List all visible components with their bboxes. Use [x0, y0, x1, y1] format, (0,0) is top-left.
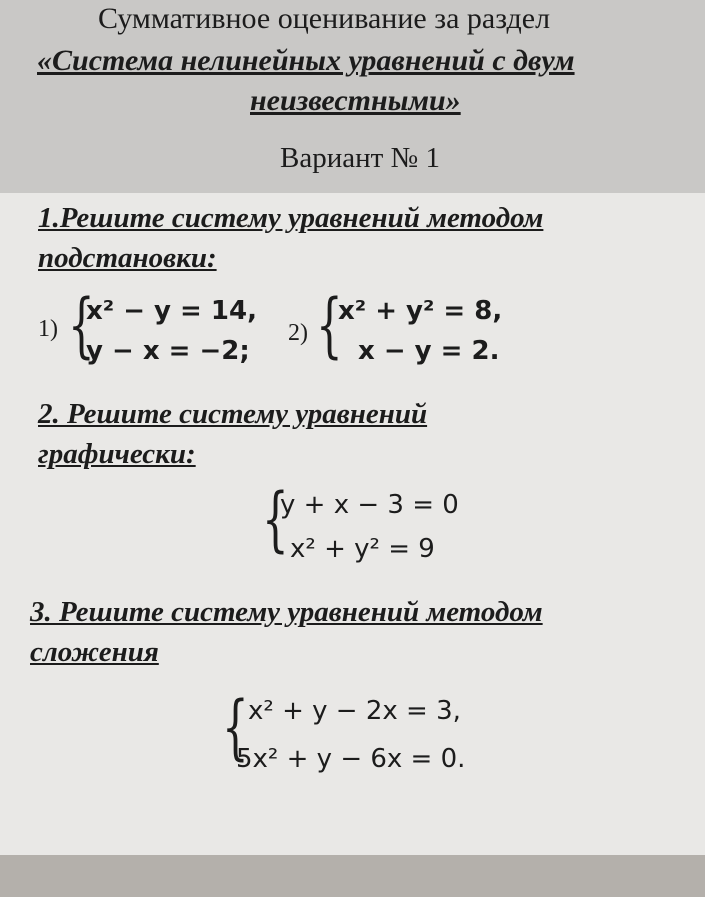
- system3-brace: {: [262, 478, 289, 560]
- system1-equation-2: y − x = −2;: [86, 336, 250, 366]
- task3-title-line1: 3. Решите систему уравнений методом: [30, 596, 543, 628]
- table-surface: [0, 855, 705, 897]
- task1-title-line2: подстановки:: [38, 242, 217, 274]
- system1-equation-1: x² − y = 14,: [86, 296, 257, 326]
- addition-equation-2: 5x² + y − 6x = 0.: [236, 744, 466, 774]
- system4-brace: {: [222, 686, 249, 768]
- header-line-1: Суммативное оценивание за раздел: [98, 2, 551, 35]
- graphic-equation-1: y + x − 3 = 0: [280, 490, 459, 520]
- system1-number: 1): [38, 316, 58, 342]
- addition-equation-1: x² + y − 2x = 3,: [248, 696, 461, 726]
- system2-equation-2: x − y = 2.: [358, 336, 500, 366]
- system1-brace: {: [68, 284, 95, 366]
- variant-label: Вариант № 1: [280, 142, 440, 174]
- header-line-2: «Система нелинейных уравнений с двум: [37, 44, 575, 77]
- system2-number: 2): [288, 320, 308, 346]
- task1-title-line1: 1.Решите систему уравнений методом: [38, 202, 544, 234]
- system2-brace: {: [316, 284, 343, 366]
- system2-equation-1: x² + y² = 8,: [338, 296, 503, 326]
- header-line-3: неизвестными»: [250, 84, 461, 117]
- task3-title-line2: сложения: [30, 636, 159, 668]
- task2-title-line2: графически:: [38, 438, 196, 470]
- task2-title-line1: 2. Решите систему уравнений: [38, 398, 428, 430]
- graphic-equation-2: x² + y² = 9: [290, 534, 435, 564]
- header-block: [0, 0, 705, 193]
